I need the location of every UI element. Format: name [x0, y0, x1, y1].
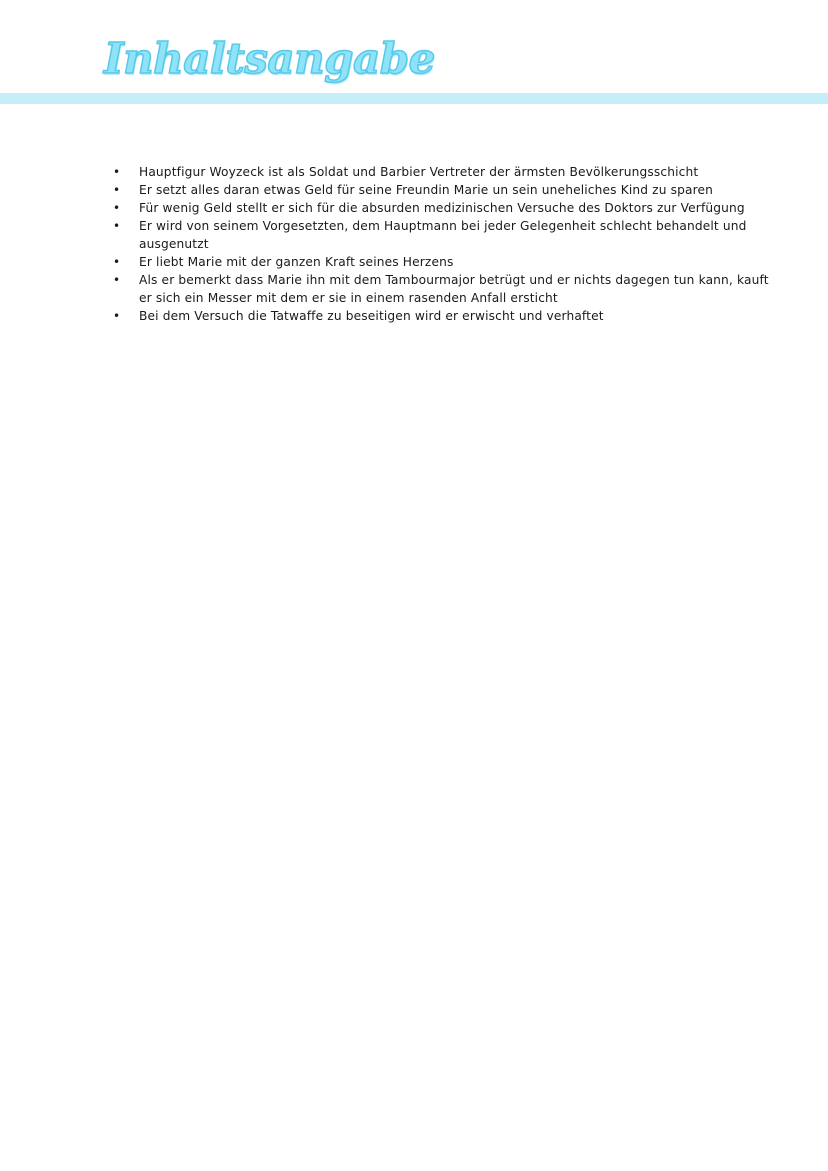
list-item-text: Er liebt Marie mit der ganzen Kraft seines Herzens	[139, 255, 454, 269]
list-item	[110, 163, 770, 181]
list-item-text: Er setzt alles daran etwas Geld für seine Freundin Marie un sein uneheliches Kind zu sparen	[139, 183, 714, 197]
bullet-icon: •	[113, 183, 121, 197]
header-band	[0, 93, 828, 104]
list-item-text: Als er bemerkt dass Marie ihn mit dem Tambourmajor betrügt und er nichts dagegen tun kann, kauft er sich ein Messer mit dem er sie in einem rasenden Anfall ersticht	[139, 273, 769, 305]
bullet-icon: •	[113, 255, 121, 269]
bullet-icon: •	[113, 201, 121, 215]
list-item-text: Er wird von seinem Vorgesetzten, dem Hauptmann bei jeder Gelegenheit schlecht behandelt und ausgenutzt	[139, 219, 747, 251]
list-item	[110, 217, 770, 253]
bullet-icon: •	[113, 309, 121, 323]
list-item	[110, 271, 770, 307]
list-item	[110, 307, 770, 325]
list-item	[110, 199, 770, 217]
list-item	[110, 181, 770, 199]
bullet-icon: •	[113, 165, 121, 179]
list-item	[110, 253, 770, 271]
bullet-icon: •	[113, 219, 121, 233]
list-item-text: Bei dem Versuch die Tatwaffe zu beseitigen wird er erwischt und verhaftet	[139, 309, 604, 323]
summary-bullet-list	[110, 163, 770, 325]
list-item-text: Für wenig Geld stellt er sich für die absurden medizinischen Versuche des Doktors zur Verfügung	[139, 201, 745, 215]
page-title: Inhaltsangabe	[104, 34, 435, 83]
list-item-text: Hauptfigur Woyzeck ist als Soldat und Barbier Vertreter der ärmsten Bevölkerungsschicht	[139, 165, 699, 179]
bullet-icon: •	[113, 273, 121, 287]
